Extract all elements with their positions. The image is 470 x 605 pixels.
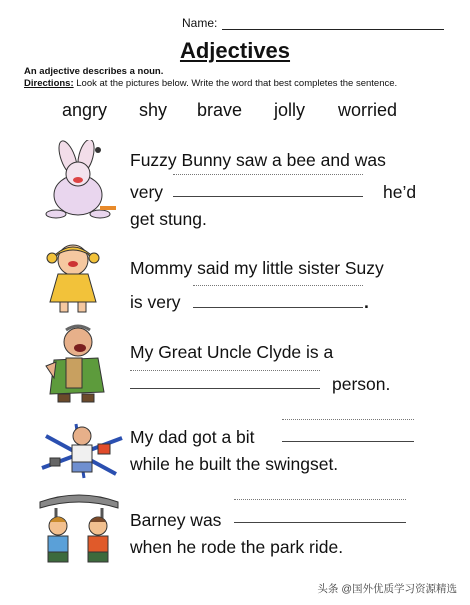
question-3-line-2-end: person. bbox=[332, 374, 391, 394]
word-bank bbox=[0, 100, 470, 122]
crying-girl-picture bbox=[38, 240, 108, 315]
answer-guide-line bbox=[193, 285, 363, 286]
question-2-line-2-end: . bbox=[364, 292, 369, 312]
watermark-footer: 头条 @国外优质学习资源精选 bbox=[314, 580, 460, 597]
question-3-line-1: My Great Uncle Clyde is a bbox=[130, 342, 334, 362]
name-label: Name: bbox=[182, 16, 218, 30]
word-bank-item: jolly bbox=[274, 100, 306, 120]
word-bank-item: angry bbox=[62, 100, 108, 120]
question-1-line-2-end: he’d bbox=[383, 182, 417, 202]
word-bank-item: brave bbox=[197, 100, 243, 120]
answer-4-line[interactable] bbox=[282, 441, 414, 442]
question-5-line-2: when he rode the park ride. bbox=[130, 537, 344, 557]
question-5-line-1: Barney was bbox=[130, 510, 222, 530]
worksheet-title: Adjectives bbox=[179, 38, 291, 63]
laughing-man-picture bbox=[36, 322, 114, 404]
directions-text bbox=[24, 78, 397, 89]
name-input-line[interactable] bbox=[222, 29, 444, 30]
answer-guide-line bbox=[173, 174, 363, 175]
answer-1-line[interactable] bbox=[173, 196, 363, 197]
directions-body: Look at the pictures below. Write the word that best completes the sentence. bbox=[73, 78, 398, 89]
directions-label: Directions: bbox=[24, 78, 74, 89]
question-1-line-3: get stung. bbox=[130, 209, 207, 229]
word-bank-item: shy bbox=[139, 100, 168, 120]
question-1-line-2-start: very bbox=[130, 182, 164, 202]
question-4-line-2: while he built the swingset. bbox=[130, 454, 339, 474]
question-4-line-1: My dad got a bit bbox=[130, 427, 255, 447]
scared-boys-ride-picture bbox=[34, 494, 124, 566]
answer-guide-line bbox=[282, 419, 414, 420]
bunny-picture bbox=[38, 140, 120, 220]
answer-guide-line bbox=[130, 370, 320, 371]
question-2-line-2-start: is very bbox=[130, 292, 181, 312]
angry-dad-swingset-picture bbox=[36, 418, 126, 480]
definition-text: An adjective describes a noun. bbox=[24, 66, 164, 77]
question-1-line-1: Fuzzy Bunny saw a bee and was bbox=[130, 150, 386, 170]
answer-guide-line bbox=[234, 499, 406, 500]
answer-3-line[interactable] bbox=[130, 388, 320, 389]
answer-2-line[interactable] bbox=[193, 307, 363, 308]
word-bank-item: worried bbox=[338, 100, 398, 120]
answer-5-line[interactable] bbox=[234, 522, 406, 523]
question-2-line-1: Mommy said my little sister Suzy bbox=[130, 258, 384, 278]
